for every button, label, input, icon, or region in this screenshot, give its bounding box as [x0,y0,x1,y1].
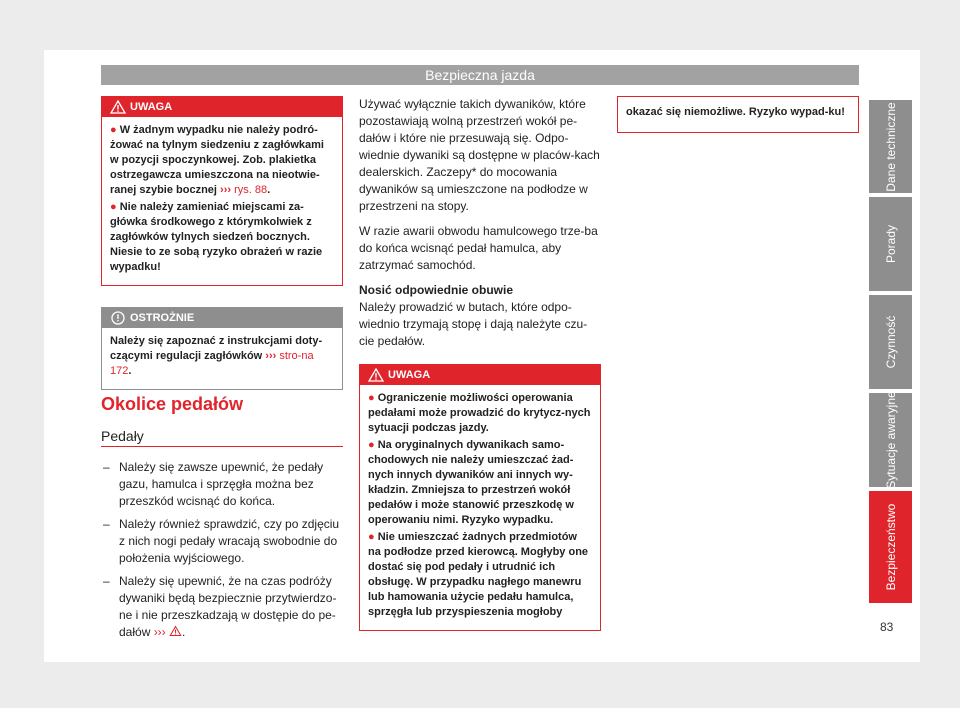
section-title: Okolice pedałów [101,394,244,414]
figure-reference[interactable]: rys. 88 [231,184,268,196]
column-left [101,96,343,390]
caution-header [102,308,342,328]
tab-label: Porady [883,224,898,264]
tab-label: Sytuacje awaryjne [883,391,898,489]
reference-arrow[interactable]: ››› [153,625,166,639]
warning-body [360,385,600,630]
tab-sytuacje-awaryjne[interactable] [869,393,912,487]
caution-text [110,334,334,379]
page-number: 83 [880,620,894,634]
warning-continuation-box [617,96,859,133]
warning-header [102,97,342,117]
column-right [617,96,859,133]
tab-dane-techniczne[interactable] [869,100,912,193]
caution-circle-icon [110,310,126,326]
warning-heading: UWAGA [130,101,173,113]
warning-heading: UWAGA [388,369,431,381]
warning-item [368,391,592,436]
tab-czynnosc[interactable] [869,295,912,389]
bullet-icon: ● [368,392,378,404]
warning-text: Na oryginalnych dywanikach samo-chodowych nie należy umieszczać żad-nych innych dywaników ani innych wy-kładzin. Zmniejsza to przestrzeń wokół pedałów i może stanowić przeszkodę w operowaniu nimi. Ryzyko wypadku. [368,439,574,526]
list-item: – Należy również sprawdzić, czy po zdjęciu z nich nogi pedały wracają swobodnie do położenia wyjściowego. [101,516,343,567]
list-item: – Należy się upewnić, że na czas podróży dywaniki będą bezpiecznie przytwierdzo-ne i nie przeszkadzają w dostępie do pe-dałów ››› . [101,573,343,641]
warning-body [102,117,342,285]
tab-label: Dane techniczne [883,101,898,192]
paragraph: Używać wyłącznie takich dywaników, które pozostawiają wolną przestrzeń wokół pe-dałów i które nie przesuwają się. Odpo-wiednie dywaniki są dostępne w placów-kach dealerskich. Zaczepy* do mocowania dywaników są umieszczone na podłodze w przestrzeni na stopy. [359,97,600,213]
tab-label: Bezpieczeństwo [883,503,898,591]
warning-triangle-icon [110,99,126,115]
reference-arrow[interactable]: ››› [265,350,277,362]
section-divider [101,446,343,447]
warning-header [360,365,600,385]
punct: . [267,184,271,196]
page-header: Bezpieczna jazda [101,65,859,85]
warning-box [101,96,343,286]
tab-bezpieczenstwo[interactable] [869,491,912,603]
bullet-icon: ● [110,124,120,136]
reference-arrow[interactable]: ››› [220,184,232,196]
tab-label: Czynność [883,315,898,369]
column-middle [359,96,601,631]
warning-text: Nie należy zamieniać miejscami za-główka środkowego z którymkolwiek z zagłówków tylnych siedzeń bocznych. Niesie to ze sobą ryzyko obrażeń w razie wypadku! [110,201,323,273]
pedal-checklist [101,459,343,647]
page-reference[interactable]: stro-na 172 [110,350,314,377]
warning-triangle-icon[interactable] [169,625,182,637]
warning-text: W żadnym wypadku nie należy podró-żować na tylnym siedzeniu z zagłówkami w pozycji spoczynkowej. Zob. plakietka ostrzegawcza umieszczona na nieotwie-ranej szybie bocznej [110,124,324,196]
caution-heading: OSTROŻNIE [130,312,195,324]
warning-item [110,123,334,198]
subsection-title: Pedały [101,428,144,444]
paragraph: W razie awarii obwodu hamulcowego trze-ba do końca wcisnąć pedał hamulca, aby zatrzymać samochód. [359,224,598,272]
bullet-icon: ● [110,201,120,213]
caution-box [101,307,343,390]
warning-triangle-icon [368,367,384,383]
bullet-icon: ● [368,439,378,451]
list-item: – Należy się zawsze upewnić, że pedały gazu, hamulca i sprzęgła można bez przeszkód wcisnąć do końca. [101,459,343,510]
warning-item [110,200,334,275]
warning-item [368,530,592,620]
tab-porady[interactable] [869,197,912,291]
warning-text: Nie umieszczać żadnych przedmiotów na podłodze przed kierowcą. Mogłyby one dostać się pod pedały i utrudnić ich obsługę. W przypadku nagłego manewru lub hamowania użycie pedału hamulca, sprzęgła lub przyspieszenia mogłoby [368,531,589,618]
list-item-text: Należy się upewnić, że na czas podróży dywaniki będą bezpiecznie przytwierdzo-ne i nie przeszkadzają w dostępie do pe-dałów [119,574,337,639]
caution-body [102,328,342,389]
subheading: Nosić odpowiednie obuwie [359,283,514,297]
warning-text: Ograniczenie możliwości operowania pedałami może prowadzić do krytycz-nych sytuacji podczas jazdy. [368,392,591,434]
warning-box [359,364,601,631]
punct: . [128,365,132,377]
paragraph: Należy prowadzić w butach, które odpo-wiednio trzymają stopę i dają należyte czu-cie pedałów. [359,300,588,348]
bullet-icon: ● [368,531,378,543]
warning-continuation-text: okazać się niemożliwe. Ryzyko wypad-ku! [626,106,845,118]
caution-text-main: Należy się zapoznać z instrukcjami doty-czącymi regulacji zagłówków [110,335,323,362]
warning-item [368,438,592,528]
